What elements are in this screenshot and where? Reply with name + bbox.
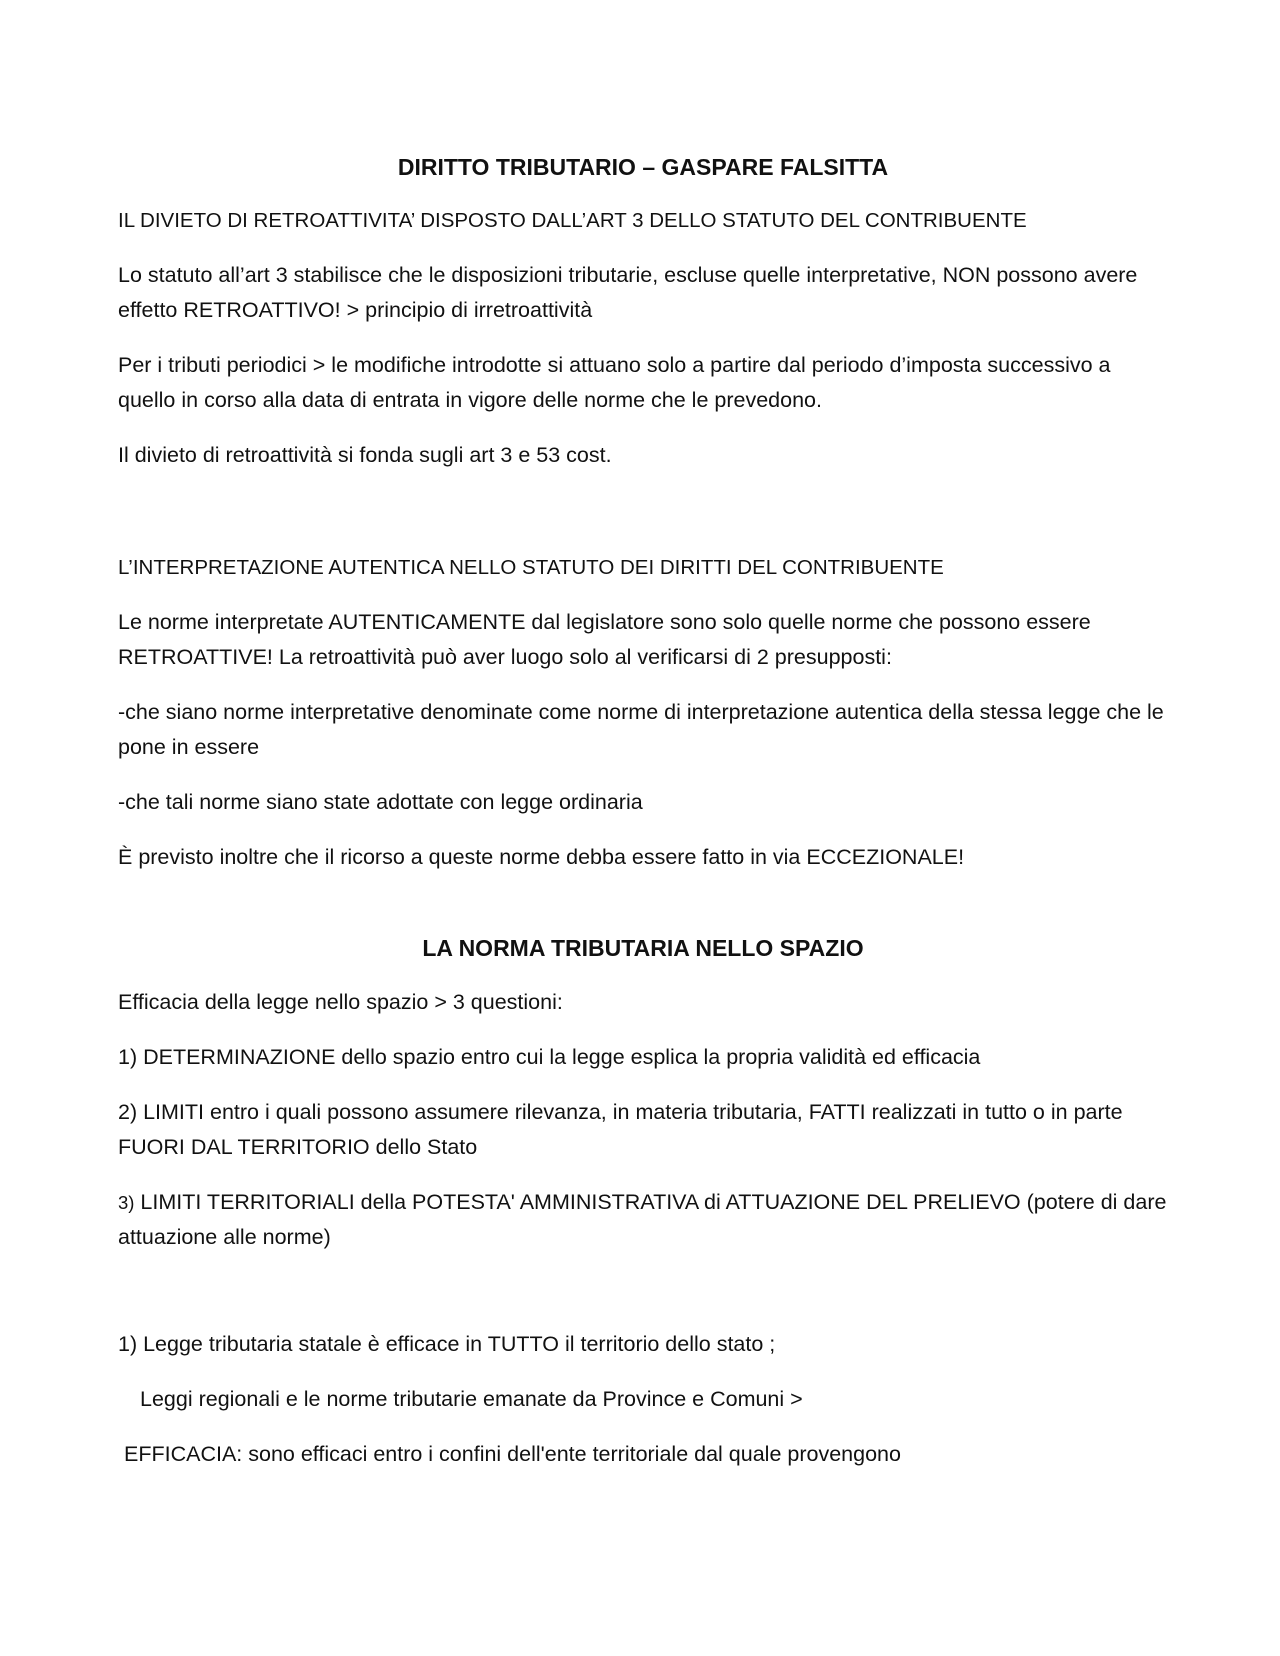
- section-title-spazio: LA NORMA TRIBUTARIA NELLO SPAZIO: [422, 935, 864, 961]
- spacer: [118, 493, 1168, 551]
- list-item-text: LIMITI TERRITORIALI della POTESTA' AMMINISTRATIVA di ATTUAZIONE DEL PRELIEVO (potere di dare attuazione alle norme): [118, 1190, 1167, 1249]
- spacer: [118, 1275, 1168, 1327]
- paragraph: Lo statuto all’art 3 stabilisce che le disposizioni tributarie, escluse quelle interpretative, NON possono avere effetto RETROATTIVO! > principio di irretroattività: [118, 263, 1138, 322]
- list-number: 3): [118, 1192, 135, 1213]
- paragraph: Efficacia della legge nello spazio > 3 questioni:: [118, 990, 563, 1014]
- section-heading-interpretazione: L’INTERPRETAZIONE AUTENTICA NELLO STATUTO DEI DIRITTI DEL CONTRIBUENTE: [118, 556, 944, 579]
- paragraph: È previsto inoltre che il ricorso a queste norme debba essere fatto in via ECCEZIONALE!: [118, 845, 965, 869]
- document-content: [118, 152, 1168, 1492]
- list-item: 2) LIMITI entro i quali possono assumere rilevanza, in materia tributaria, FATTI realizzati in tutto o in parte FUORI DAL TERRITORIO dello Stato: [118, 1100, 1123, 1159]
- paragraph: Le norme interpretate AUTENTICAMENTE dal legislatore sono solo quelle norme che possono essere RETROATTIVE! La retroattività può aver luogo solo al verificarsi di 2 presupposti:: [118, 610, 1091, 669]
- document-title: DIRITTO TRIBUTARIO – GASPARE FALSITTA: [397, 154, 889, 180]
- list-item: [118, 1185, 1168, 1255]
- list-item: -che siano norme interpretative denominate come norme di interpretazione autentica della stessa legge che le pone in essere: [118, 700, 1164, 759]
- list-item: 1) Legge tributaria statale è efficace in TUTTO il territorio dello stato ;: [118, 1332, 776, 1356]
- paragraph: Per i tributi periodici > le modifiche introdotte si attuano solo a partire dal periodo d’imposta successivo a quello in corso alla data di entrata in vigore delle norme che le prevedono.: [118, 353, 1111, 412]
- section-heading-retroattivita: IL DIVIETO DI RETROATTIVITA’ DISPOSTO DALL’ART 3 DELLO STATUTO DEL CONTRIBUENTE: [118, 209, 1027, 232]
- paragraph: EFFICACIA: sono efficaci entro i confini dell'ente territoriale dal quale provengono: [124, 1442, 901, 1466]
- paragraph: Il divieto di retroattività si fonda sugli art 3 e 53 cost.: [118, 443, 612, 467]
- list-item: 1) DETERMINAZIONE dello spazio entro cui la legge esplica la propria validità ed efficacia: [118, 1045, 981, 1069]
- paragraph: Leggi regionali e le norme tributarie emanate da Province e Comuni >: [140, 1387, 803, 1411]
- list-item: -che tali norme siano state adottate con legge ordinaria: [118, 790, 643, 814]
